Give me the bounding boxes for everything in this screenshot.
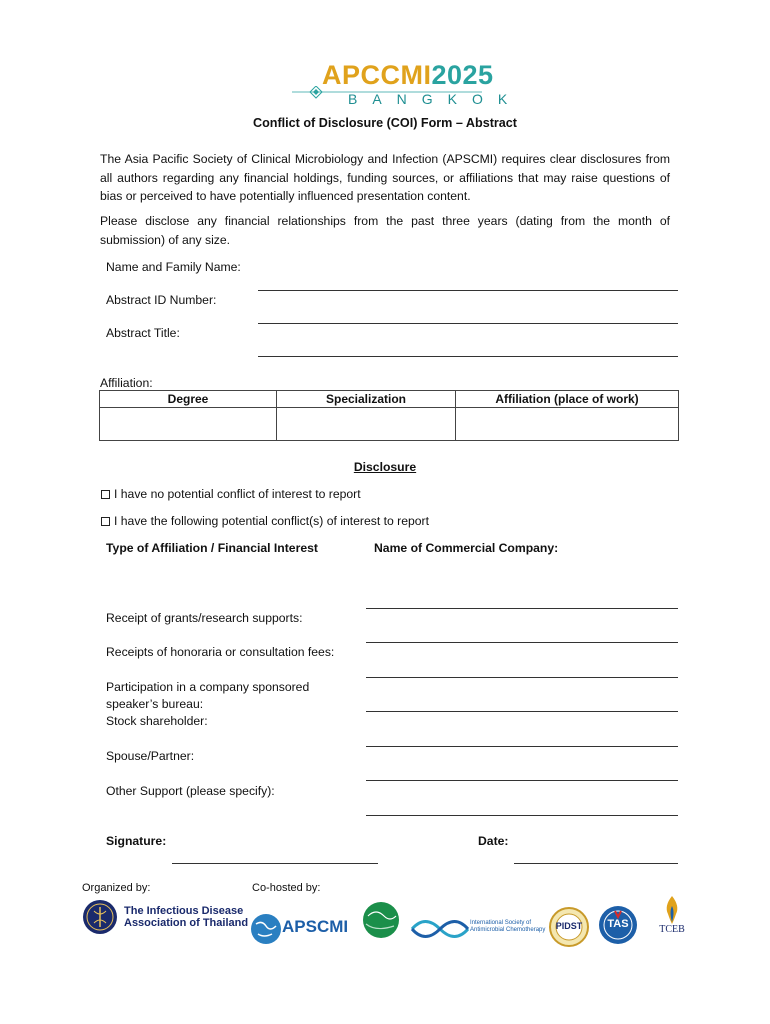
apscmi-text: APSCMI	[282, 917, 349, 936]
signature-input-line[interactable]	[172, 863, 378, 864]
checkbox-no-conflict[interactable]	[101, 490, 110, 499]
column-degree: Degree	[100, 391, 277, 408]
degree-cell[interactable]	[100, 408, 277, 441]
affiliation-table	[99, 390, 679, 441]
tas-logo	[598, 905, 638, 945]
apscmi-logo	[250, 912, 350, 946]
checkbox-has-conflict[interactable]	[101, 517, 110, 526]
name-label: Name and Family Name:	[106, 260, 241, 274]
option-has-conflict-label: I have the following potential conflict(s) of interest to report	[114, 514, 430, 528]
logo-year: 2025	[431, 60, 494, 90]
spouse-label: Spouse/Partner:	[106, 749, 195, 763]
organized-by-label: Organized by:	[82, 882, 151, 894]
column-affiliation: Affiliation (place of work)	[456, 391, 679, 408]
globe-icon	[250, 912, 284, 946]
pidst-logo	[548, 906, 590, 948]
honoraria-label: Receipts of honoraria or consultation fees:	[106, 645, 335, 659]
signature-label: Signature:	[106, 834, 167, 848]
apsic-logo	[358, 898, 408, 946]
honoraria-input-line[interactable]	[366, 642, 678, 643]
pidst-text: PIDST	[555, 921, 583, 931]
apsic-globe-icon	[358, 898, 404, 944]
grants-label: Receipt of grants/research supports:	[106, 611, 303, 625]
date-input-line[interactable]	[514, 863, 678, 864]
isac-line-1: International Society of	[470, 920, 532, 926]
tceb-flame-icon	[650, 894, 694, 926]
option-has-conflict[interactable]	[101, 512, 429, 530]
abstract-title-input-line[interactable]	[258, 356, 678, 357]
stock-input-line[interactable]	[366, 711, 678, 712]
isac-logo	[410, 912, 545, 946]
isac-wave-icon	[410, 912, 470, 946]
abstract-title-label: Abstract Title:	[106, 326, 180, 340]
other-support-label: Other Support (please specify):	[106, 784, 275, 798]
cohosted-by-label: Co-hosted by:	[252, 882, 321, 894]
option-no-conflict-label: I have no potential conflict of interest to report	[114, 487, 361, 501]
abstract-id-label: Abstract ID Number:	[106, 293, 217, 307]
disclosure-heading: Disclosure	[353, 460, 417, 474]
speakers-bureau-label-1: Participation in a company sponsored	[106, 680, 310, 694]
form-title: Conflict of Disclosure (COI) Form – Abstract	[252, 116, 518, 130]
speakers-bureau-label-2: speaker’s bureau:	[106, 697, 204, 711]
column-company-heading: Name of Commercial Company:	[374, 541, 559, 555]
isac-line-2: Antimicrobial Chemotherapy	[470, 927, 546, 933]
stock-label: Stock shareholder:	[106, 714, 208, 728]
intro-paragraph: The Asia Pacific Society of Clinical Microbiology and Infection (APSCMI) requires clear disclosures from all authors regarding any financial holdings, funding sources, or affiliations that may raise questions of bias or perceived to have potentially influenced presentation content.	[100, 152, 670, 203]
tceb-text: TCEB	[659, 924, 685, 935]
logo-city: BANGKOK	[348, 91, 523, 107]
idat-line-1: The Infectious Disease	[124, 905, 244, 917]
column-type-heading: Type of Affiliation / Financial Interest	[106, 541, 318, 555]
spouse-input-line[interactable]	[366, 746, 678, 747]
affiliation-cell[interactable]	[456, 408, 679, 441]
option-no-conflict[interactable]	[101, 485, 361, 503]
other-support-input-line[interactable]	[366, 780, 678, 781]
idat-logo	[82, 898, 249, 938]
affiliation-label: Affiliation:	[100, 376, 153, 390]
column-specialization: Specialization	[277, 391, 456, 408]
speakers-bureau-input-line[interactable]	[366, 677, 678, 678]
grants-input-line[interactable]	[366, 608, 678, 609]
name-input-line[interactable]	[258, 290, 678, 291]
idat-line-2: Association of Thailand	[124, 917, 249, 929]
tas-text: TAS	[607, 918, 629, 930]
instruction-paragraph: Please disclose any financial relationships from the past three years (dating from the month of submission) of any size.	[100, 214, 670, 247]
idat-emblem-icon	[82, 899, 118, 935]
specialization-cell[interactable]	[277, 408, 456, 441]
other-support-input-line-2[interactable]	[366, 815, 678, 816]
abstract-id-input-line[interactable]	[258, 323, 678, 324]
date-label: Date:	[478, 834, 509, 848]
logo-name: APCCMI	[322, 60, 432, 90]
tceb-logo	[650, 894, 694, 944]
